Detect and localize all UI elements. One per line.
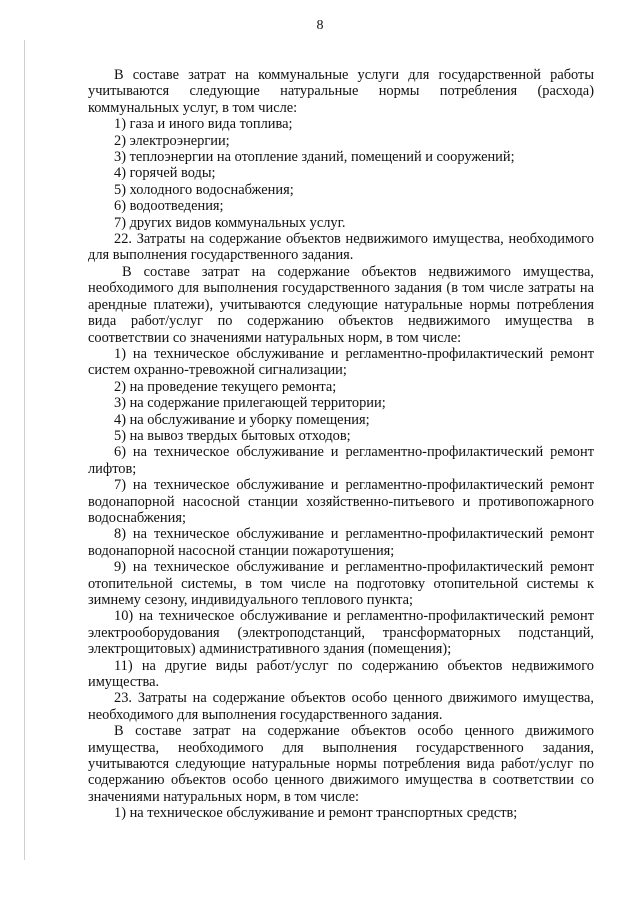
list-item-cold-water: 5) холодного водоснабжения;: [114, 181, 294, 198]
list-item-other-utilities: 7) других видов коммунальных услуг.: [114, 214, 346, 231]
list-item-sewerage: 6) водоотведения;: [114, 198, 224, 215]
list-item-gas: 1) газа и иного вида топлива;: [114, 116, 293, 133]
paragraph-utilities-intro: В составе затрат на коммунальные услуги для государственной работы учитываются следующие натуральные нормы потребления (расхода) коммунальных услуг, в том числе:: [88, 67, 594, 116]
list-item-electricity: 2) электроэнергии;: [114, 132, 230, 149]
list-item-security-alarm: 1) на техническое обслуживание и регламентно-профилактический ремонт систем охранно-тревожной сигнализации;: [88, 345, 594, 379]
list-item-vehicles: 1) на техническое обслуживание и ремонт транспортных средств;: [114, 805, 518, 822]
list-item-territory: 3) на содержание прилегающей территории;: [114, 395, 386, 412]
list-item-waste: 5) на вывоз твердых бытовых отходов;: [114, 427, 351, 444]
list-item-hot-water: 4) горячей воды;: [114, 165, 216, 182]
document-body: [88, 67, 594, 822]
list-item-heating: 3) теплоэнергии на отопление зданий, помещений и сооружений;: [114, 149, 515, 166]
list-item-cleaning: 4) на обслуживание и уборку помещения;: [114, 411, 370, 428]
list-item-other-real-estate: 11) на другие виды работ/услуг по содержанию объектов недвижимого имущества.: [88, 657, 594, 691]
paragraph-movable-property-intro: В составе затрат на содержание объектов особо ценного движимого имущества, необходимого для выполнения государственного задания, учитываются следующие натуральные нормы потребления вида работ/услуг по содержанию объектов особо ценного движимого имущества в соответствии со значениями натуральных норм, в том числе:: [88, 723, 594, 805]
list-item-pump-station-water: 7) на техническое обслуживание и регламентно-профилактический ремонт водонапорной насосной станции хозяйственно-питьевого и противопожарного водоснабжения;: [88, 477, 594, 526]
section-23-heading: 23. Затраты на содержание объектов особо ценного движимого имущества, необходимого для выполнения государственного задания.: [88, 690, 594, 723]
list-item-current-repair: 2) на проведение текущего ремонта;: [114, 378, 337, 395]
list-item-heating-system: 9) на техническое обслуживание и регламентно-профилактический ремонт отопительной системы, в том числе на подготовку отопительной системы к зимнему сезону, индивидуального теплового пункта;: [88, 559, 594, 608]
list-item-elevators: 6) на техническое обслуживание и регламентно-профилактический ремонт лифтов;: [88, 444, 594, 477]
page-number: 8: [316, 18, 324, 33]
list-item-electrical-equipment: 10) на техническое обслуживание и регламентно-профилактический ремонт электрооборудования (электроподстанций, трансформаторных подстанций, электрощитовых) административного здания (помещения);: [88, 608, 594, 658]
scan-edge-line: [24, 40, 25, 860]
list-item-pump-station-fire: 8) на техническое обслуживание и регламентно-профилактический ремонт водонапорной насосной станции пожаротушения;: [88, 526, 594, 559]
paragraph-real-estate-intro: В составе затрат на содержание объектов недвижимого имущества, необходимого для выполнения государственного задания (в том числе затраты на арендные платежи), учитываются следующие натуральные нормы потребления вида работ/услуг по содержанию объектов недвижимого имущества в соответствии со значениями натуральных норм, в том числе:: [88, 263, 594, 346]
section-22-heading: 22. Затраты на содержание объектов недвижимого имущества, необходимого для выполнения государственного задания.: [88, 231, 594, 264]
